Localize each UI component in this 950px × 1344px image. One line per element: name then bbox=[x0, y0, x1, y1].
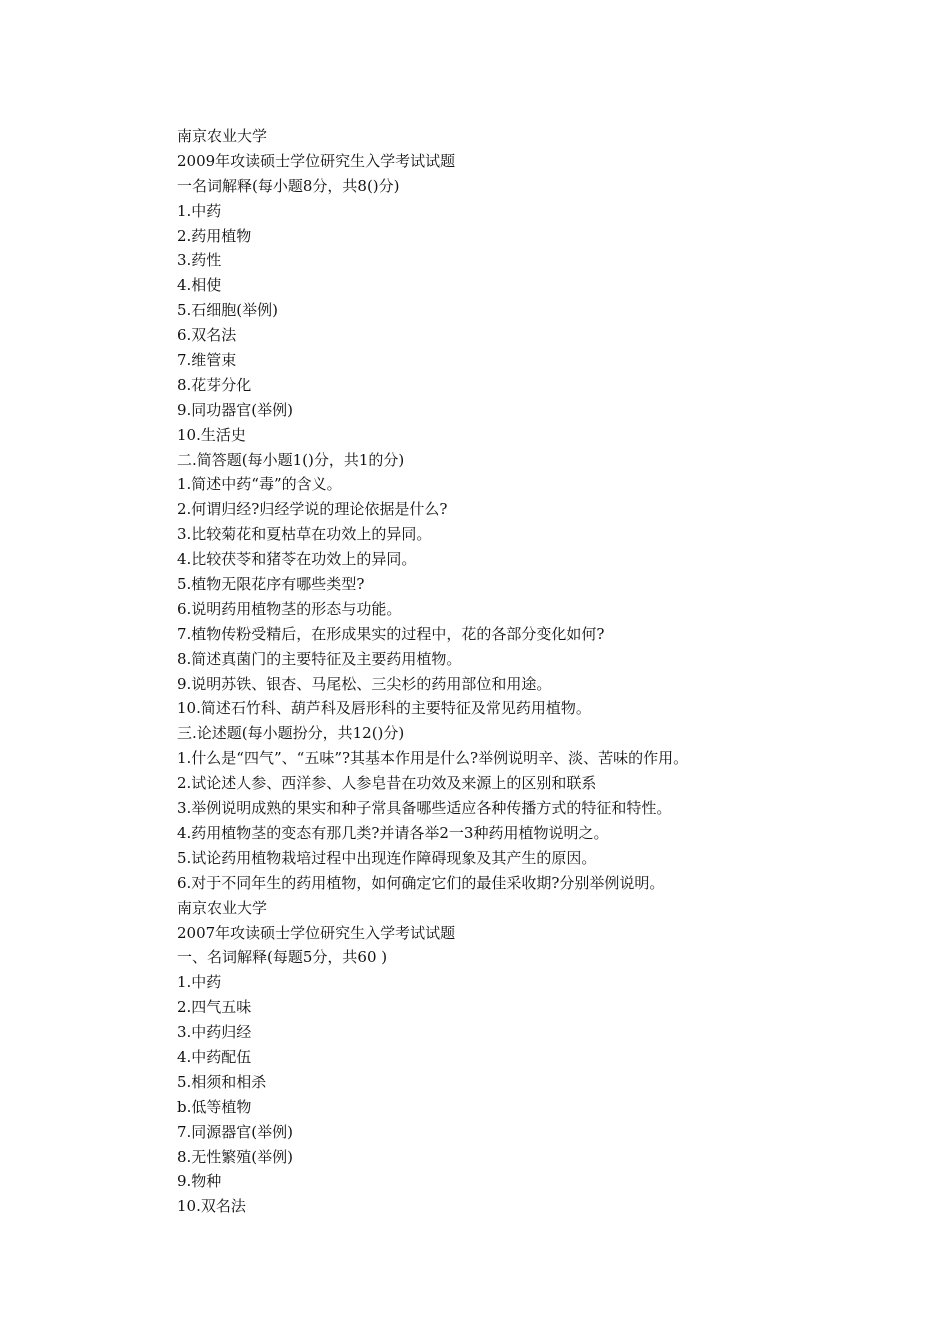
question-item: 2.药用植物 bbox=[177, 226, 252, 245]
question-item: 1.中药 bbox=[177, 201, 222, 220]
question-item: 2.试论述人参、西洋参、人参皂昔在功效及来源上的区别和联系 bbox=[177, 774, 597, 793]
question-item: 5.植物无限花序有哪些类型? bbox=[177, 575, 365, 594]
question-item: 8.花芽分化 bbox=[177, 375, 252, 394]
question-item: 6.说明药用植物茎的形态与功能。 bbox=[177, 599, 402, 618]
question-item: b.低等植物 bbox=[177, 1097, 252, 1116]
question-item: 7.维管束 bbox=[177, 351, 237, 370]
question-item: 4.相使 bbox=[177, 276, 222, 295]
question-item: 9.说明苏铁、银杏、马尾松、三尖杉的药用部位和用途。 bbox=[177, 674, 552, 693]
question-item: 4.中药配伍 bbox=[177, 1047, 252, 1066]
section-heading: 一、名词解释(每题5分，共60 ) bbox=[177, 948, 388, 967]
question-item: 3.药性 bbox=[177, 251, 222, 270]
question-item: 10.生活史 bbox=[177, 425, 246, 444]
document-body bbox=[177, 124, 917, 1219]
question-item: 10.简述石竹科、葫芦科及唇形科的主要特征及常见药用植物。 bbox=[177, 699, 591, 718]
question-item: 4.药用植物茎的变态有那几类?并请各举2一3种药用植物说明之。 bbox=[177, 823, 609, 842]
question-item: 8.无性繁殖(举例) bbox=[177, 1147, 294, 1166]
section-heading: 三.论述题(每小题扮分，共12()分) bbox=[177, 724, 405, 743]
exam-title: 2009年攻读硕士学位研究生入学考试试题 bbox=[177, 151, 456, 170]
question-item: 3.比较菊花和夏枯草在功效上的异同。 bbox=[177, 525, 432, 544]
question-item: 1.简述中药“毒”的含义。 bbox=[177, 475, 342, 494]
question-item: 6.对于不同年生的药用植物，如何确定它们的最佳采收期?分别举例说明。 bbox=[177, 873, 665, 892]
question-item: 1.什么是“四气”、“五味”?其基本作用是什么?举例说明辛、淡、苦味的作用。 bbox=[177, 749, 689, 768]
question-item: 2.何谓归经?归经学说的理论依据是什么? bbox=[177, 500, 448, 519]
question-item: 10.双名法 bbox=[177, 1197, 246, 1216]
section-heading: 一名词解释(每小题8分，共8()分) bbox=[177, 176, 400, 195]
question-item: 9.同功器官(举例) bbox=[177, 400, 294, 419]
question-item: 6.双名法 bbox=[177, 326, 237, 345]
university-title: 南京农业大学 bbox=[177, 127, 268, 145]
question-item: 5.试论药用植物栽培过程中出现连作障碍现象及其产生的原因。 bbox=[177, 848, 597, 867]
question-item: 3.举例说明成熟的果实和种子常具备哪些适应各种传播方式的特征和特性。 bbox=[177, 799, 672, 818]
university-title: 南京农业大学 bbox=[177, 898, 268, 917]
question-item: 5.相须和相杀 bbox=[177, 1072, 267, 1091]
question-item: 1.中药 bbox=[177, 973, 222, 992]
question-item: 9.物种 bbox=[177, 1172, 222, 1191]
question-item: 5.石细胞(举例) bbox=[177, 301, 279, 320]
question-item: 7.植物传粉受精后，在形成果实的过程中，花的各部分变化如何? bbox=[177, 624, 605, 643]
section-heading: 二.简答题(每小题1()分，共1的分) bbox=[177, 450, 405, 469]
question-item: 8.简述真菌门的主要特征及主要药用植物。 bbox=[177, 649, 462, 668]
question-item: 7.同源器官(举例) bbox=[177, 1122, 294, 1141]
question-item: 2.四气五味 bbox=[177, 998, 252, 1017]
question-item: 4.比较茯苓和猪苓在功效上的异同。 bbox=[177, 550, 417, 569]
question-item: 3.中药归经 bbox=[177, 1023, 252, 1042]
exam-title: 2007年攻读硕士学位研究生入学考试试题 bbox=[177, 923, 456, 942]
